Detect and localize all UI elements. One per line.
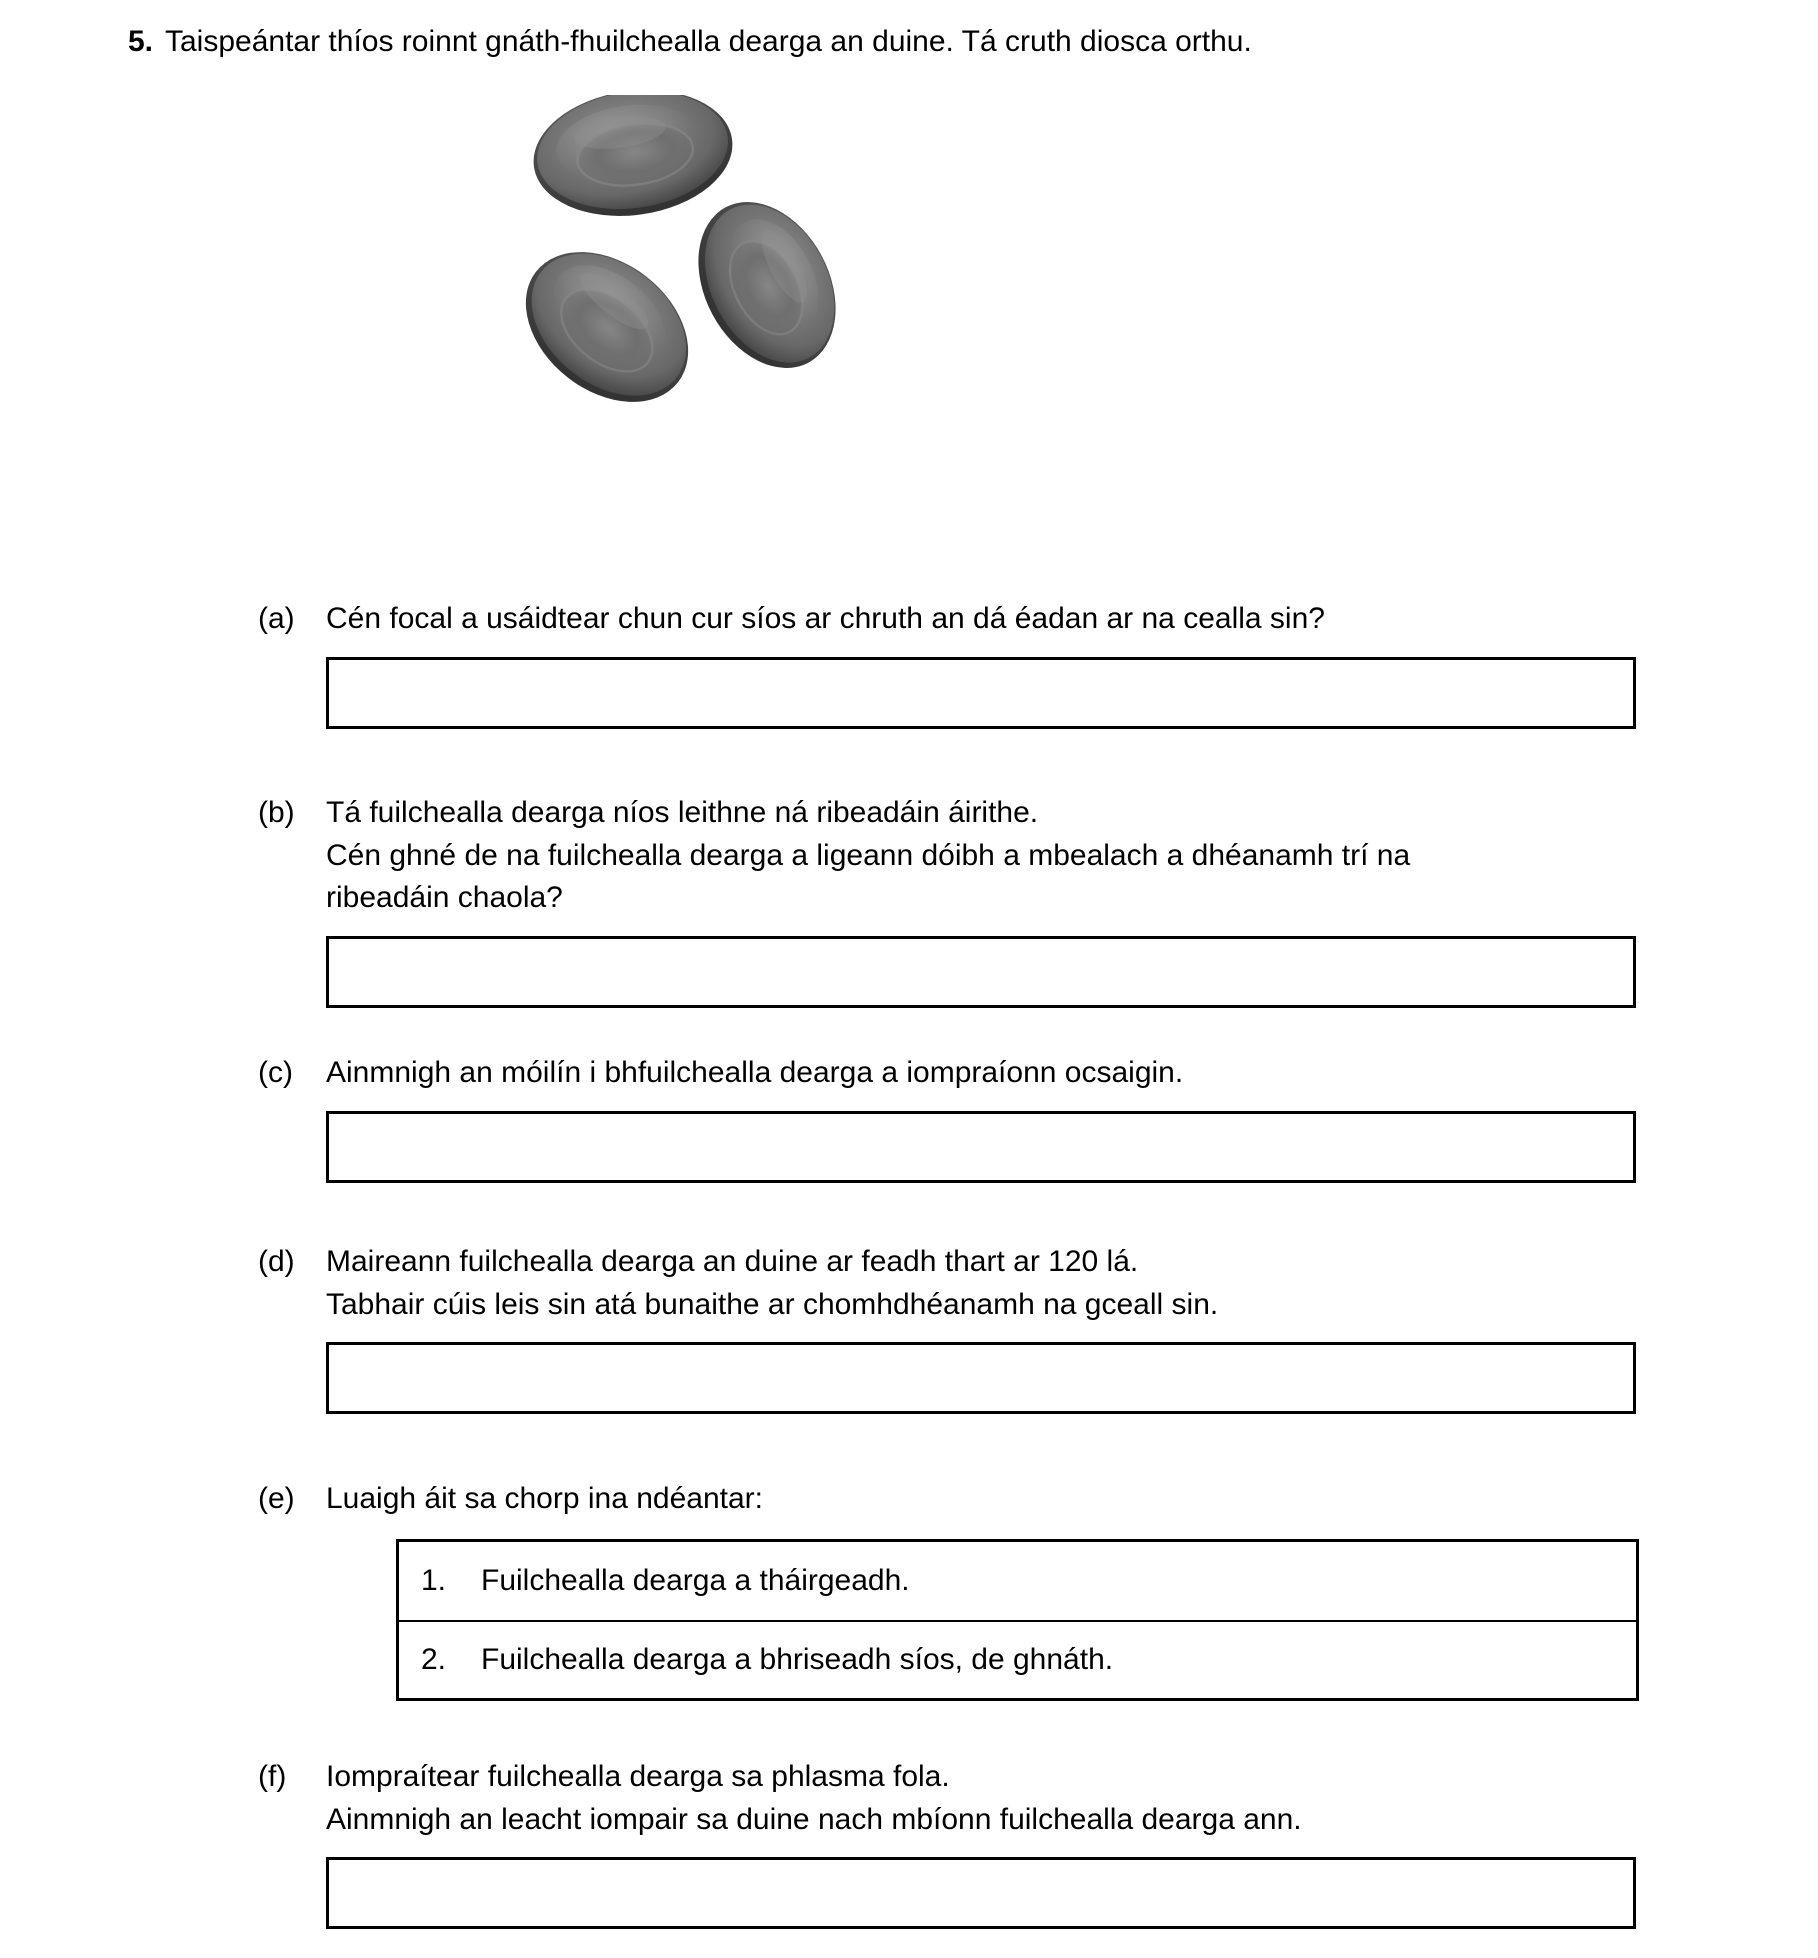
part-e-text [326, 1478, 763, 1521]
part-c-answer-box[interactable] [326, 1111, 1636, 1183]
part-d [258, 1241, 1678, 1414]
blood-cell-1 [525, 95, 740, 228]
part-b-line-2: Cén ghné de na fuilchealla dearga a ligeann dóibh a mbealach a dhéanamh trí na [326, 838, 1411, 872]
part-a-answer-box[interactable] [326, 657, 1636, 729]
blood-cell-2 [671, 178, 863, 392]
part-e-item-1-text: Fuilchealla dearga a tháirgeadh. [481, 1563, 910, 1597]
part-d-line-2: Tabhair cúis leis sin atá bunaithe ar chomhdhéanamh na gceall sin. [326, 1287, 1219, 1321]
part-d-label: (d) [258, 1245, 295, 1278]
part-b-text [326, 792, 1410, 920]
part-d-line-1: Maireann fuilchealla dearga an duine ar feadh thart ar 120 lá. [326, 1245, 1139, 1278]
question-header [0, 22, 1818, 63]
part-c-label: (c) [258, 1056, 293, 1089]
part-f-answer-box[interactable] [326, 1857, 1636, 1929]
part-a-label: (a) [258, 602, 295, 635]
red-blood-cells-diagram [505, 95, 865, 425]
part-f-line-1: Iompraítear fuilchealla dearga sa phlasma fola. [326, 1760, 950, 1793]
part-e-label: (e) [258, 1482, 295, 1515]
part-d-answer-box[interactable] [326, 1342, 1636, 1414]
part-c-text [326, 1052, 1183, 1095]
part-e-answer-table [396, 1539, 1639, 1701]
part-a-text [326, 598, 1325, 641]
part-e-item-1-number: 1. [421, 1563, 447, 1597]
table-row[interactable] [399, 1620, 1636, 1698]
part-e-item-2-number: 2. [421, 1642, 447, 1676]
part-f-label: (f) [258, 1760, 287, 1793]
question-stem: Taispeántar thíos roinnt gnáth-fhuilchealla dearga an duine. Tá cruth diosca orthu. [165, 25, 1252, 58]
part-e-item-2-text: Fuilchealla dearga a bhriseadh síos, de ghnáth. [481, 1642, 1114, 1676]
blood-cell-3 [505, 221, 717, 425]
part-f [258, 1756, 1678, 1929]
part-b [258, 792, 1678, 1008]
part-e-line-1: Luaigh áit sa chorp ina ndéantar: [326, 1482, 763, 1515]
part-b-line-3: ribeadáin chaola? [326, 881, 563, 915]
part-c-line-1: Ainmnigh an móilín i bhfuilchealla dearga a iompraíonn ocsaigin. [326, 1056, 1184, 1089]
part-b-line-1: Tá fuilchealla dearga níos leithne ná ribeadáin áirithe. [326, 796, 1039, 829]
part-f-text [326, 1756, 1302, 1841]
part-b-label: (b) [258, 796, 295, 829]
part-a-line-1: Cén focal a usáidtear chun cur síos ar chruth an dá éadan ar na cealla sin? [326, 602, 1325, 635]
part-a [258, 598, 1678, 729]
part-b-answer-box[interactable] [326, 936, 1636, 1008]
table-row[interactable] [399, 1542, 1636, 1620]
part-e [258, 1478, 1678, 1701]
part-d-text [326, 1241, 1218, 1326]
part-f-line-2: Ainmnigh an leacht iompair sa duine nach mbíonn fuilchealla dearga ann. [326, 1802, 1302, 1836]
question-number: 5. [127, 25, 153, 58]
part-c [258, 1052, 1678, 1183]
